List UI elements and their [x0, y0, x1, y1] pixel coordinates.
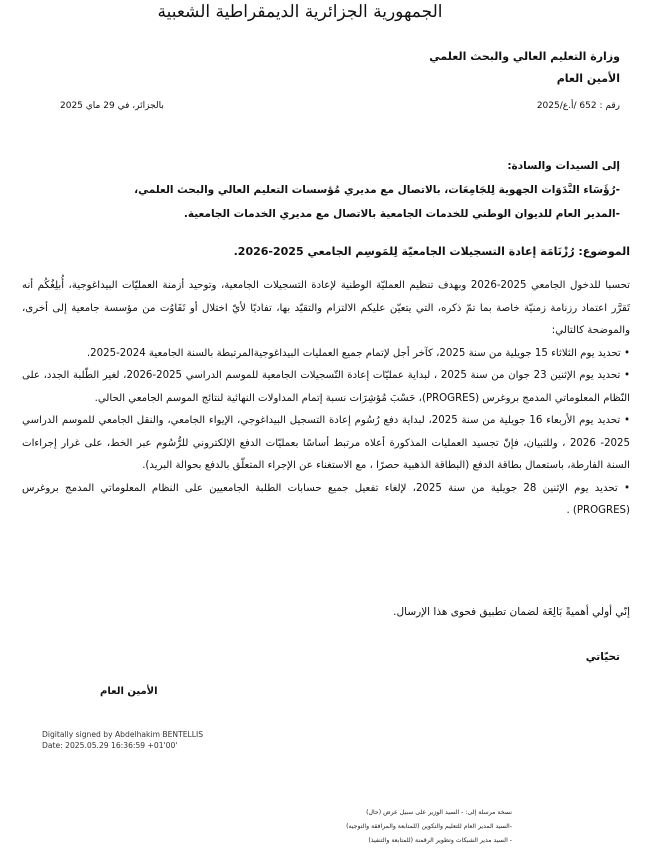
ministry-name: وزارة التعليم العالي والبحث العلمي — [429, 50, 620, 63]
reference-number: رقم : 652 /أ.ع/2025 — [536, 101, 620, 111]
body-bullet-3: • تحديد يوم الأربعاء 16 جويلية من سنة 2025، لبداية دفع رُسُوم إعادة التسجيل البيداغوجي، الإيواء الجامعي، والنقل الجامعي للموسم الدراسي 2025- 2026 ، وللتبيان، فإنّ تجسيد العمليات المذكورة أعلاه مرتبط أساسًا بعمليّات الدفع الإلكتروني للرُّسُوم عبر الخط، على غرار إجراءات السنة الفارطة، باستعمال بطاقة الدفع (البطاقة الذهبية حصرًا ، مع الاستغناء عن الإجراء المتعلّق بالدفع بحوالة البريد). — [22, 415, 630, 471]
republic-title: الجمهورية الجزائرية الديمقراطية الشعبية — [157, 2, 443, 22]
recipient-line-2: -المدير العام للديوان الوطني للخدمات الجامعية بالاتصال مع مديري الخدمات الجامعية. — [183, 208, 620, 220]
digital-signature-name: Digitally signed by Abdelhakim BENTELLIS — [42, 730, 204, 739]
closing-sentence: إنّي أولي أهميةً بَالِغَة لضمان تطبيق فحوى هذا الإرسال. — [393, 606, 630, 618]
copy-line-1: نسخة مرسلة إلى: - السيد الوزير على سبيل عرض (حال) — [366, 809, 512, 816]
copy-line-3: - السيد مدير الشبكات وتطوير الرقمنة (للمتابعة والتنفيذ) — [368, 837, 512, 844]
subject-line: الموضوع: رُزْنَامَة إعادة التسجيلات الجامعيّة لِلمَوسِم الجامعي 2025-2026. — [233, 245, 630, 258]
body-bullet-4: • تحديد يوم الإثنين 28 جويلية من سنة 2025، لإلغاء تفعيل جميع حسابات الطلبة الجامعيين على النظام المعلوماتي المدمج بروغرس (PROGRES) . — [22, 482, 630, 516]
copies-list — [346, 806, 512, 848]
place-date: بالجزائر، في 29 ماي 2025 — [60, 101, 164, 111]
letter-body — [22, 275, 630, 523]
copy-line-2: -السيد المدير العام للتعليم والتكوين (للمتابعة والمرافقة والتوجيه) — [346, 823, 512, 830]
signatory-title: الأمين العام — [100, 686, 158, 697]
recipients-block — [30, 154, 620, 226]
body-bullet-1: • تحديد يوم الثلاثاء 15 جويلية من سنة 2025، كآخر أجل لإتمام جميع العمليات البيداغوجيةالمرتبطة بالسنة الجامعية 2024-2025. — [86, 347, 630, 359]
reference-line — [40, 101, 620, 117]
secretary-general-heading: الأمين العام — [556, 72, 620, 85]
digital-signature-date: Date: 2025.05.29 16:36:59 +01'00' — [42, 741, 178, 750]
digital-signature — [42, 729, 203, 751]
body-intro: تحسبا للدخول الجامعي 2025-2026 وبهدف تنظيم العمليّة الوطنية لإعادة التسجيلات الجامعية، وتوحيد أزمنة العمليّات البيداغوجية، أُبلِغُكُم أنه تَقرَّر اعتماد رزنامة زمنيّة خاصة بما تمّ ذكره، التي يتعيّن عليكم الالتزام والتقيّد بها، تفاديًا لأيّ اختلال أو تَفَاوُت من مؤسسة جامعية إلى أخرى، والموضحة كالتالي: — [22, 280, 630, 336]
body-bullet-2: • تحديد يوم الإثنين 23 جوان من سنة 2025 ، لبداية عمليّات إعادة التّسجيلات الجامعية للموسم الدراسي 2025-2026، لغير الطّلبة الجدد، على النّظام المعلوماتي المدمج بروغرس (PROGRES)، حَسْبَ مُؤشِرَات نسبة إتمام المداولات النهائية لنتائج الموسم الجامعي الحالي. — [22, 370, 630, 404]
recipients-heading: إلى السيدات والسادة: — [507, 160, 620, 172]
greeting: تحيّاتي — [585, 651, 620, 663]
recipient-line-1: -رُؤَسَاء النَّدَوَات الجهوية لِلجَامِعَات، بالاتصال مع مديري مُؤسسات التعليم العالي والبحث العلمي، — [134, 184, 620, 196]
